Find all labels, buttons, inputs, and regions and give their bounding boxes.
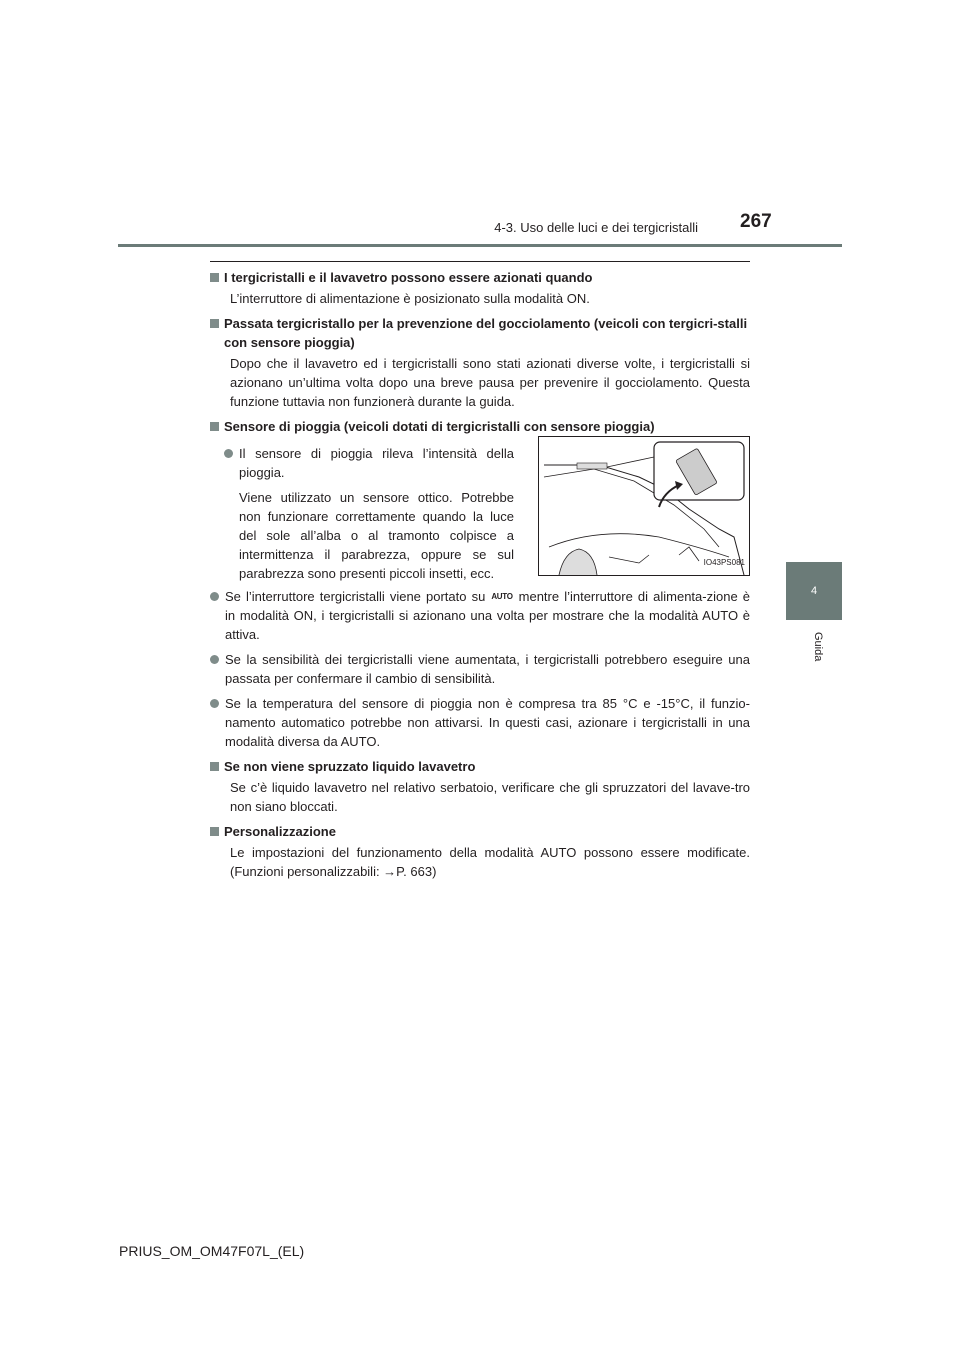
sub-rule bbox=[210, 261, 750, 262]
section-body: Le impostazioni del funzionamento della modalità AUTO possono essere modificate. (Funzioni personalizzabili: →P. 663) bbox=[230, 845, 750, 879]
section-body: Dopo che il lavavetro ed i tergicristalli sono stati azionati diverse volte, i tergicristalli si azionano un’ultima volta dopo una breve pausa per prevenire il gocciolamento. Questa funzione tuttavia non funzionerà durante la guida. bbox=[230, 356, 750, 409]
section-heading: Se non viene spruzzato liquido lavavetro bbox=[210, 757, 750, 776]
chapter-label: Guida bbox=[812, 632, 824, 662]
section-heading: Sensore di pioggia (veicoli dotati di tergicristalli con sensore pioggia) bbox=[210, 417, 750, 436]
list-item: Il sensore di pioggia rileva l’intensità della pioggia. bbox=[224, 444, 514, 482]
round-bullet-icon bbox=[210, 699, 219, 708]
list-item: Se la sensibilità dei tergicristalli viene aumentata, i tergicristalli potrebbero eseguire una passata per confermare il cambio di sensibilità. bbox=[210, 650, 750, 688]
square-bullet-icon bbox=[210, 827, 219, 836]
rain-sensor-figure bbox=[538, 436, 750, 576]
list-item: Se l’interruttore tergicristalli viene portato su AUTO mentre l’interruttore di alimenta-zione è in modalità ON, i tergicristalli si azionano una volta per mostrare che la modalità AUTO è attiva. bbox=[210, 587, 750, 644]
square-bullet-icon bbox=[210, 319, 219, 328]
section-heading: I tergicristalli e il lavavetro possono essere azionati quando bbox=[210, 268, 750, 287]
round-bullet-icon bbox=[224, 449, 233, 458]
round-bullet-icon bbox=[210, 655, 219, 664]
document-code: PRIUS_OM_OM47F07L_(EL) bbox=[119, 1243, 305, 1259]
figure-code: IO43PS081 bbox=[703, 558, 745, 567]
section-body: L’interruttore di alimentazione è posizionato sulla modalità ON. bbox=[230, 291, 590, 306]
chapter-tab: 4 bbox=[786, 562, 842, 620]
section-body: Se c’è liquido lavavetro nel relativo serbatoio, verificare che gli spruzzatori del lavave-tro non siano bloccati. bbox=[230, 780, 750, 814]
round-bullet-icon bbox=[210, 592, 219, 601]
list-item: Se la temperatura del sensore di pioggia non è compresa tra 85 °C e -15°C, il funzio-namento automatico potrebbe non attivarsi. In questi casi, azionare i tergicristalli in una modalità diversa da AUTO. bbox=[210, 694, 750, 751]
auto-switch-icon: AUTO bbox=[491, 592, 513, 601]
content bbox=[210, 266, 750, 887]
section-title: 4-3. Uso delle luci e dei tergicristalli bbox=[494, 220, 698, 235]
page-number: 267 bbox=[740, 211, 772, 232]
section-heading: Personalizzazione bbox=[210, 822, 750, 841]
square-bullet-icon bbox=[210, 422, 219, 431]
list-item-continuation: Viene utilizzato un sensore ottico. Potrebbe non funzionare correttamente quando la luce del sole all’alba o al tramonto colpisce a intermittenza il parabrezza, oppure se sul parabrezza sono presenti piccoli insetti, ecc. bbox=[239, 490, 514, 581]
figure-row bbox=[224, 438, 750, 583]
figure-text bbox=[224, 438, 514, 583]
section-heading: Passata tergicristallo per la prevenzione del gocciolamento (veicoli con tergicri-stalli con sensore pioggia) bbox=[210, 314, 750, 352]
square-bullet-icon bbox=[210, 273, 219, 282]
header-rule bbox=[118, 244, 842, 247]
square-bullet-icon bbox=[210, 762, 219, 771]
